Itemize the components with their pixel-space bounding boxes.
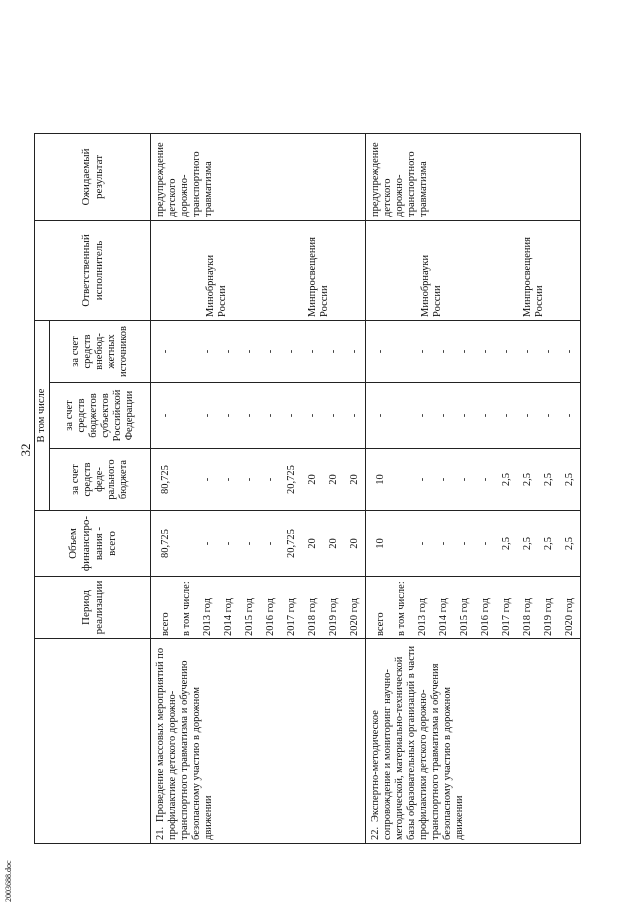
extra-value: - bbox=[543, 349, 554, 354]
extra-value: - bbox=[480, 349, 491, 354]
volume-value: 20,725 bbox=[286, 529, 297, 558]
extra-value: - bbox=[244, 349, 255, 354]
period-value: 2013 год bbox=[417, 598, 428, 636]
executor-2: Минпросвещения России bbox=[522, 237, 545, 317]
federal-value: - bbox=[480, 477, 491, 482]
period-value: 2015 год bbox=[244, 598, 255, 636]
federal-value: - bbox=[417, 477, 428, 482]
federal-value: 2,5 bbox=[564, 472, 575, 487]
extra-value: - bbox=[501, 349, 512, 354]
extra-value: - bbox=[438, 349, 449, 354]
federal-value: 2,5 bbox=[543, 472, 554, 487]
federal-value: 20 bbox=[307, 474, 318, 485]
regional-value: - bbox=[543, 413, 554, 418]
regional-value bbox=[176, 383, 197, 448]
program-measures-table bbox=[34, 133, 581, 844]
volume-cell bbox=[366, 511, 581, 577]
extra-value: - bbox=[286, 349, 297, 354]
period-value: 2014 год bbox=[223, 598, 234, 636]
federal-value: - bbox=[438, 477, 449, 482]
regional-value: - bbox=[501, 413, 512, 418]
measure-number: 22. bbox=[370, 826, 381, 840]
regional-value: - bbox=[417, 413, 428, 418]
volume-value bbox=[391, 511, 412, 576]
measure-text: Экспертно-методическое сопровождение и мониторинг научно-методической, материально-технической базы образовательных организаций в части профилактики детского дорожно-транспортного травматизма и обучения безопасному участию в дорожном движении bbox=[370, 645, 465, 840]
volume-value: - bbox=[223, 541, 234, 546]
volume-value: 20 bbox=[349, 538, 360, 549]
document-code: 2003688.doc bbox=[4, 860, 13, 902]
header-measure bbox=[35, 639, 151, 844]
volume-value: 2,5 bbox=[501, 536, 512, 551]
volume-value: - bbox=[480, 541, 491, 546]
federal-value: - bbox=[223, 477, 234, 482]
executor-2: Минпросвещения России bbox=[307, 237, 330, 317]
table-row bbox=[151, 134, 366, 844]
volume-value: 2,5 bbox=[522, 536, 533, 551]
volume-value: 2,5 bbox=[564, 536, 575, 551]
period-cell bbox=[151, 577, 366, 639]
header-volume: Объем финансиро-вания - всего bbox=[35, 511, 151, 577]
volume-value: 20 bbox=[328, 538, 339, 549]
header-federal: за счет средств феде-рального бюджета bbox=[50, 449, 151, 511]
federal-value: - bbox=[244, 477, 255, 482]
executor-1: Минобрнауки России bbox=[420, 254, 443, 317]
period-value: 2020 год bbox=[349, 598, 360, 636]
header-executor: Ответственный исполнитель bbox=[35, 221, 151, 321]
period-value: 2020 год bbox=[564, 598, 575, 636]
header-period: Период реализации bbox=[35, 577, 151, 639]
volume-value: 10 bbox=[375, 538, 386, 549]
federal-value: 20 bbox=[328, 474, 339, 485]
period-value: 2018 год bbox=[522, 598, 533, 636]
period-value: 2018 год bbox=[307, 598, 318, 636]
extra-value: - bbox=[328, 349, 339, 354]
regional-value bbox=[391, 383, 412, 448]
regional-value: - bbox=[564, 413, 575, 418]
federal-value: - bbox=[459, 477, 470, 482]
period-cell bbox=[366, 577, 581, 639]
period-value: в том числе: bbox=[396, 581, 407, 636]
volume-value: 20 bbox=[307, 538, 318, 549]
federal-value bbox=[176, 449, 197, 510]
regional-value: - bbox=[307, 413, 318, 418]
federal-value bbox=[391, 449, 412, 510]
regional-value: - bbox=[459, 413, 470, 418]
period-value: всего bbox=[375, 612, 386, 636]
measure-cell bbox=[366, 639, 581, 844]
federal-value: 2,5 bbox=[501, 472, 512, 487]
period-value: 2013 год bbox=[202, 598, 213, 636]
regional-value: - bbox=[349, 413, 360, 418]
regional-value: - bbox=[522, 413, 533, 418]
federal-value: - bbox=[265, 477, 276, 482]
volume-value: - bbox=[459, 541, 470, 546]
executor-cell bbox=[366, 221, 581, 321]
period-value: 2019 год bbox=[328, 598, 339, 636]
extra-value: - bbox=[307, 349, 318, 354]
header-result: Ожидаемый результат bbox=[35, 134, 151, 221]
period-value: 2017 год bbox=[286, 598, 297, 636]
extra-value: - bbox=[223, 349, 234, 354]
volume-value: 80,725 bbox=[160, 529, 171, 558]
measure-text: Проведение массовых мероприятий по профилактике детского дорожно-транспортного травматизма и обучению безопасному участию в дорожном движении bbox=[155, 647, 214, 840]
regional-value: - bbox=[286, 413, 297, 418]
extra-cell bbox=[366, 321, 581, 383]
regional-cell bbox=[151, 383, 366, 449]
federal-value: 20,725 bbox=[286, 465, 297, 494]
table-body bbox=[151, 134, 581, 844]
extra-value bbox=[176, 321, 197, 382]
federal-cell bbox=[151, 449, 366, 511]
executor-1: Минобрнауки России bbox=[205, 254, 228, 317]
volume-value: - bbox=[265, 541, 276, 546]
measure-cell bbox=[151, 639, 366, 844]
regional-value: - bbox=[480, 413, 491, 418]
volume-value bbox=[176, 511, 197, 576]
extra-cell bbox=[151, 321, 366, 383]
result-cell: предупреждение детского дорожно-транспортного травматизма bbox=[366, 134, 581, 221]
volume-value: - bbox=[244, 541, 255, 546]
federal-value: 80,725 bbox=[160, 465, 171, 494]
regional-value: - bbox=[438, 413, 449, 418]
volume-value: - bbox=[417, 541, 428, 546]
extra-value bbox=[391, 321, 412, 382]
volume-value: - bbox=[438, 541, 449, 546]
result-cell: предупреждение детского дорожно-транспортного травматизма bbox=[151, 134, 366, 221]
extra-value: - bbox=[459, 349, 470, 354]
header-including: В том числе bbox=[35, 321, 50, 511]
extra-value: - bbox=[265, 349, 276, 354]
regional-cell bbox=[366, 383, 581, 449]
regional-value: - bbox=[265, 413, 276, 418]
volume-value: 2,5 bbox=[543, 536, 554, 551]
extra-value: - bbox=[375, 349, 386, 354]
executor-cell bbox=[151, 221, 366, 321]
federal-value: 10 bbox=[375, 474, 386, 485]
regional-value: - bbox=[160, 413, 171, 418]
federal-value: 2,5 bbox=[522, 472, 533, 487]
table-row bbox=[366, 134, 581, 844]
period-value: 2019 год bbox=[543, 598, 554, 636]
header-extra: за счет средств внебюд-жетных источников bbox=[50, 321, 151, 383]
regional-value: - bbox=[202, 413, 213, 418]
extra-value: - bbox=[522, 349, 533, 354]
extra-value: - bbox=[202, 349, 213, 354]
regional-value: - bbox=[223, 413, 234, 418]
header-row-1 bbox=[35, 134, 50, 844]
regional-value: - bbox=[244, 413, 255, 418]
page-number: 32 bbox=[18, 443, 33, 457]
extra-value: - bbox=[417, 349, 428, 354]
rotated-document-page bbox=[10, 20, 630, 880]
extra-value: - bbox=[160, 349, 171, 354]
period-value: 2016 год bbox=[265, 598, 276, 636]
federal-value: 20 bbox=[349, 474, 360, 485]
federal-cell bbox=[366, 449, 581, 511]
volume-cell bbox=[151, 511, 366, 577]
period-value: 2017 год bbox=[501, 598, 512, 636]
extra-value: - bbox=[564, 349, 575, 354]
period-value: всего bbox=[160, 612, 171, 636]
period-value: в том числе: bbox=[181, 581, 192, 636]
extra-value: - bbox=[349, 349, 360, 354]
period-value: 2015 год bbox=[459, 598, 470, 636]
header-regional: за счет средств бюджетов субъектов Российской Федерации bbox=[50, 383, 151, 449]
regional-value: - bbox=[375, 413, 386, 418]
volume-value: - bbox=[202, 541, 213, 546]
measure-number: 21. bbox=[155, 826, 166, 840]
period-value: 2016 год bbox=[480, 598, 491, 636]
regional-value: - bbox=[328, 413, 339, 418]
federal-value: - bbox=[202, 477, 213, 482]
period-value: 2014 год bbox=[438, 598, 449, 636]
